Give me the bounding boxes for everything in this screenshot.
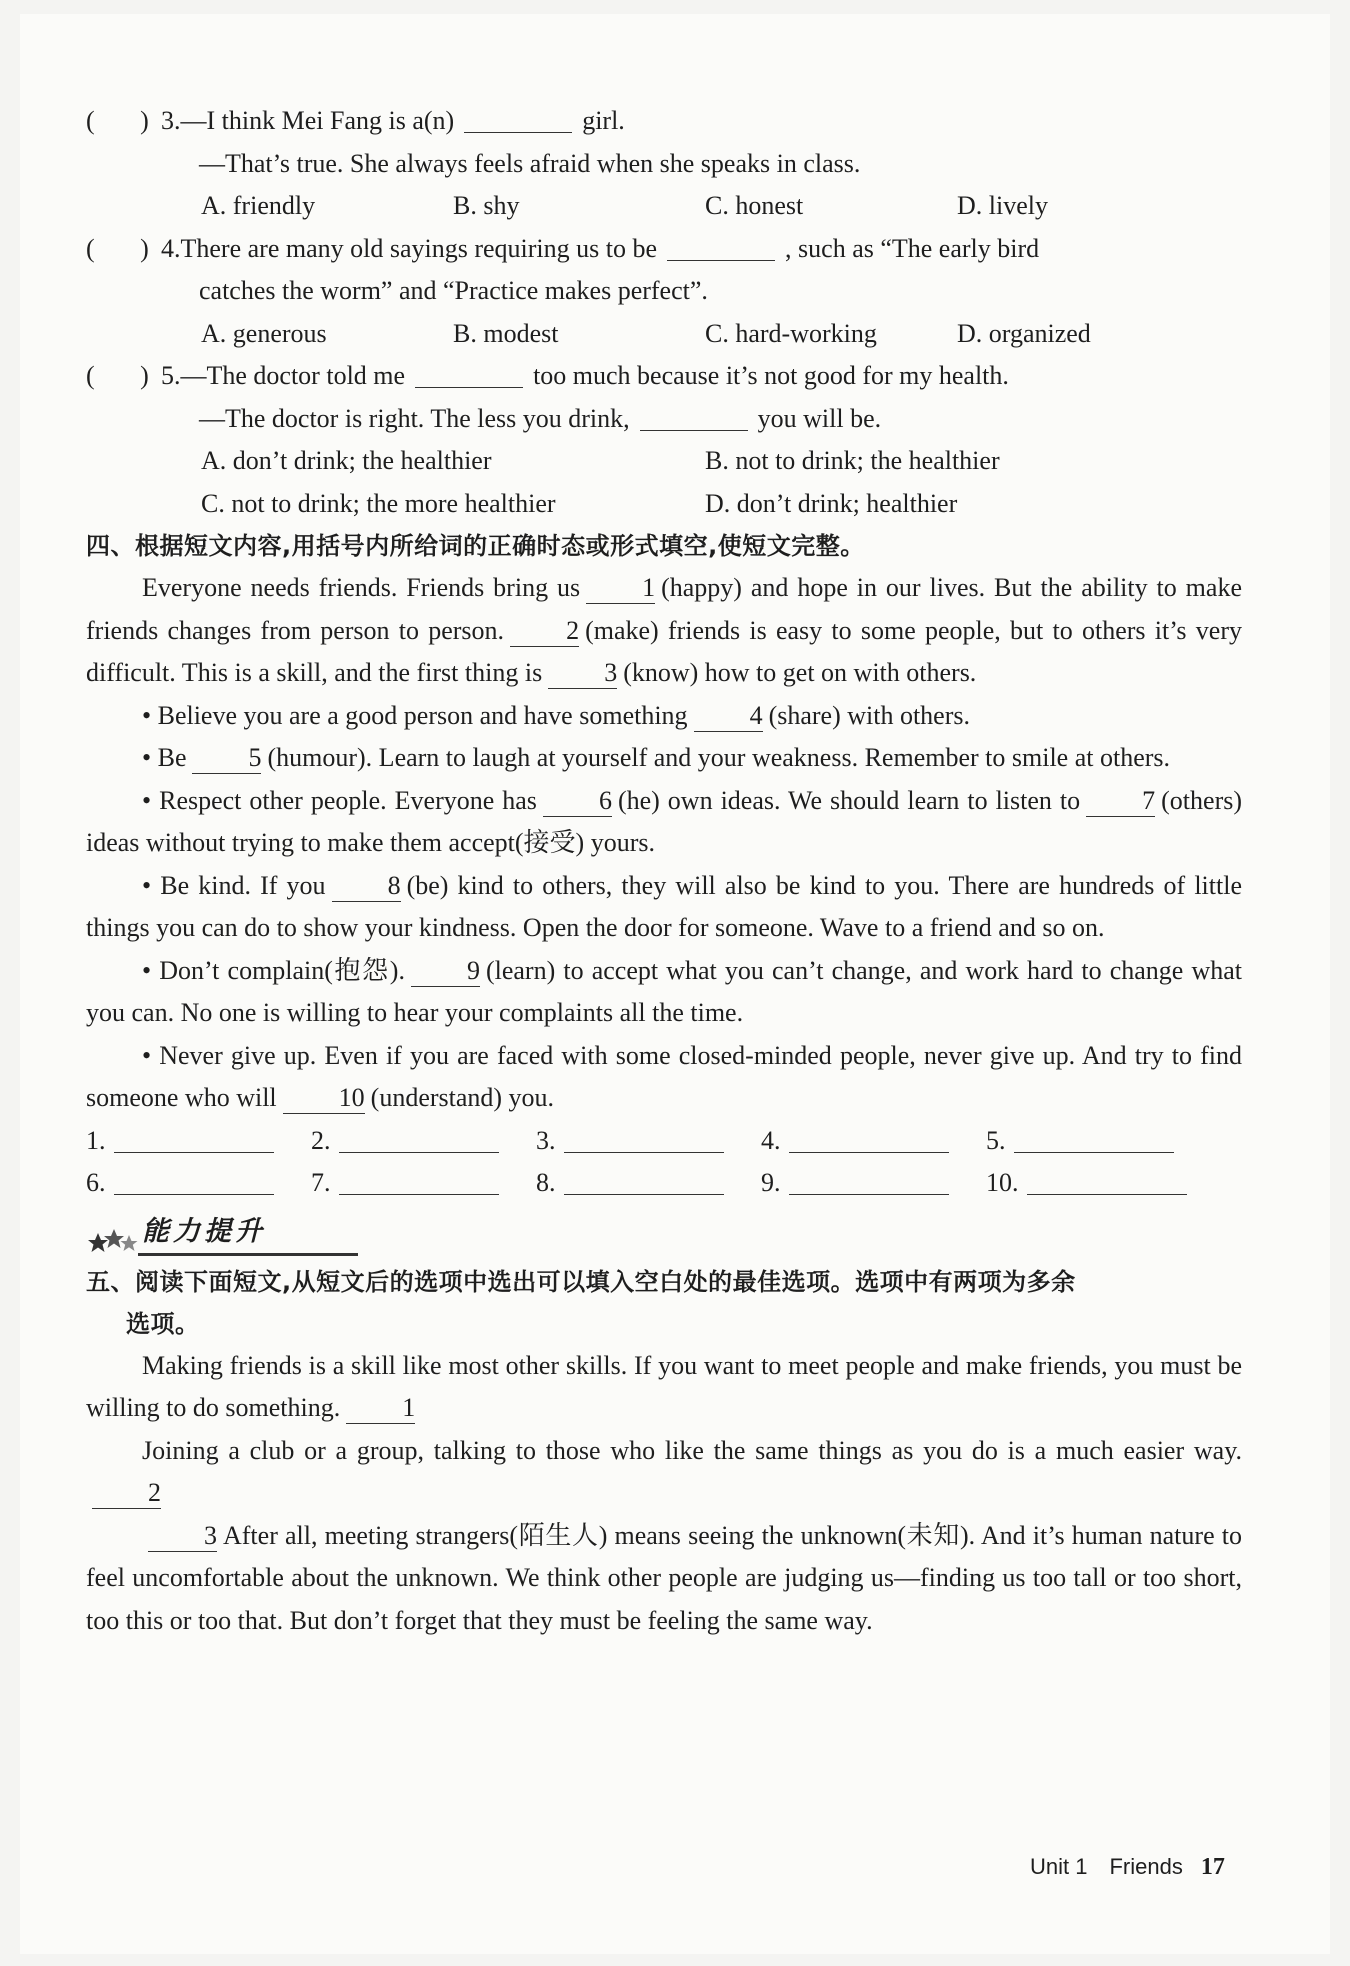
answer-label: 4. xyxy=(761,1125,781,1155)
option-b[interactable]: B. modest xyxy=(453,318,559,348)
passage-text: (be) kind to others, they will also be kind to you. There are hundreds of little things you can do to show your kindness. Open the door for someone. Wave to a friend and so on. xyxy=(86,870,1242,942)
passage-text: (know) how to get on with others. xyxy=(623,658,977,687)
option-d[interactable]: D. lively xyxy=(957,191,1048,220)
passage-text: • Be xyxy=(142,743,187,772)
option-a[interactable]: A. generous xyxy=(201,318,327,348)
blank-3[interactable]: 3 xyxy=(548,658,617,689)
ability-title: 能力提升 xyxy=(142,1215,266,1247)
passage-paragraph xyxy=(86,1430,1242,1515)
unit-name: Friends xyxy=(1109,1854,1183,1879)
answer-line[interactable] xyxy=(339,1128,499,1153)
answer-line[interactable] xyxy=(114,1170,274,1195)
answer-label: 5. xyxy=(986,1125,1006,1155)
passage-paragraph xyxy=(86,1345,1242,1430)
options xyxy=(86,313,1242,356)
passage-text: Joining a club or a group, talking to those who like the same things as you do is a much easier way. xyxy=(142,1435,1242,1465)
blank[interactable] xyxy=(464,106,572,133)
answer-row xyxy=(86,1120,1242,1163)
answer-line[interactable] xyxy=(1014,1128,1174,1153)
passage-text: (make) friends is easy to some people, but to others it’s very difficult. This is a skill, and the first thing is xyxy=(86,615,1242,687)
option-d[interactable]: D. don’t drink; healthier xyxy=(705,488,958,518)
question-5 xyxy=(86,355,1242,398)
question-reply xyxy=(86,398,1242,441)
blank-1[interactable]: 1 xyxy=(586,573,655,604)
answer-label: 9. xyxy=(761,1168,781,1197)
blank-6[interactable]: 6 xyxy=(543,786,612,817)
options xyxy=(86,440,1242,483)
passage-text: • Believe you are a good person and have something xyxy=(142,700,688,730)
passage-text: (learn) to accept what you can’t change, and work hard to change what you can. No one is willing to hear your complaints all the time. xyxy=(86,955,1242,1027)
passage-text: After all, meeting strangers(陌生人) means seeing the unknown(未知). And it’s human nature to feel uncomfortable about the unknown. We think other people are judging us—finding us too tall or too short, too this or too that. But don’t forget that they must be feeling the same way. xyxy=(86,1520,1242,1635)
question-number: 4. xyxy=(161,233,181,263)
blank-10[interactable]: 10 xyxy=(283,1083,365,1114)
unit-label: Unit 1 xyxy=(1030,1854,1088,1879)
reply-text: —The doctor is right. The less you drink, xyxy=(199,403,630,433)
question-continuation: catches the worm” and “Practice makes perfect”. xyxy=(199,276,708,305)
answer-label: 2. xyxy=(311,1125,331,1155)
passage-text: • Respect other people. Everyone has xyxy=(142,785,537,815)
blank-1[interactable]: 1 xyxy=(346,1393,415,1424)
answer-label: 10. xyxy=(986,1168,1019,1197)
option-c[interactable]: C. hard-working xyxy=(705,318,877,348)
answer-label: 3. xyxy=(536,1125,556,1155)
answer-label: 1. xyxy=(86,1125,106,1155)
answer-line[interactable] xyxy=(789,1128,949,1153)
options xyxy=(86,483,1242,526)
passage-paragraph xyxy=(86,865,1242,950)
section-5-title-continued: 选项。 xyxy=(126,1309,200,1338)
passage-text: (understand) you. xyxy=(370,1083,555,1112)
page-number: 17 xyxy=(1200,1854,1225,1880)
answer-label: 7. xyxy=(311,1168,331,1197)
answer-line[interactable] xyxy=(339,1170,499,1195)
answer-line[interactable] xyxy=(114,1128,274,1153)
ability-header xyxy=(86,1209,1242,1261)
blank-9[interactable]: 9 xyxy=(411,956,480,987)
ability-underline xyxy=(138,1253,358,1256)
blank[interactable] xyxy=(667,234,775,261)
section-5-title: 五、阅读下面短文,从短文后的选项中选出可以填入空白处的最佳选项。选项中有两项为多余 xyxy=(86,1267,1076,1296)
answer-paren[interactable]: ( ) xyxy=(86,106,149,135)
option-b[interactable]: B. shy xyxy=(453,191,520,220)
blank-8[interactable]: 8 xyxy=(332,871,401,902)
option-b[interactable]: B. not to drink; the healthier xyxy=(705,446,1000,475)
passage-text: Everyone needs friends. Friends bring us xyxy=(142,573,581,602)
blank-7[interactable]: 7 xyxy=(1086,786,1155,817)
blank[interactable] xyxy=(415,361,523,388)
blank-2[interactable]: 2 xyxy=(92,1478,161,1509)
answer-paren[interactable]: ( ) xyxy=(86,233,149,263)
stars-icon xyxy=(86,1223,142,1257)
option-c[interactable]: C. not to drink; the more healthier xyxy=(201,488,556,518)
passage-paragraph xyxy=(86,950,1242,1035)
blank-5[interactable]: 5 xyxy=(192,743,261,774)
passage-text: (others) ideas without trying to make them accept(接受) yours. xyxy=(86,785,1242,857)
option-d[interactable]: D. organized xyxy=(957,318,1091,348)
question-number: 3. xyxy=(161,106,181,135)
worksheet-page xyxy=(20,14,1330,1954)
question-text: There are many old sayings requiring us to be xyxy=(180,233,658,263)
question-text: , such as “The early bird xyxy=(785,233,1040,263)
passage-text: • Don’t complain(抱怨). xyxy=(142,955,405,985)
option-a[interactable]: A. don’t drink; the healthier xyxy=(201,446,492,475)
answer-line[interactable] xyxy=(564,1170,724,1195)
blank-4[interactable]: 4 xyxy=(694,701,763,732)
passage-paragraph xyxy=(86,1515,1242,1643)
passage-text: • Never give up. Even if you are faced with some closed-minded people, never give up. And try to find someone who will xyxy=(86,1040,1242,1112)
passage-paragraph xyxy=(86,567,1242,695)
option-c[interactable]: C. honest xyxy=(705,191,804,220)
answer-paren[interactable]: ( ) xyxy=(86,361,149,390)
blank-2[interactable]: 2 xyxy=(510,616,579,647)
passage-paragraph xyxy=(86,695,1242,738)
answer-label: 6. xyxy=(86,1168,106,1197)
answer-line[interactable] xyxy=(1027,1170,1187,1195)
question-text: —The doctor told me xyxy=(180,361,406,390)
blank[interactable] xyxy=(640,404,748,431)
passage-paragraph xyxy=(86,780,1242,865)
reply-text: you will be. xyxy=(757,403,882,433)
section-4-title: 四、根据短文内容,用括号内所给词的正确时态或形式填空,使短文完整。 xyxy=(86,532,865,560)
option-a[interactable]: A. friendly xyxy=(201,191,316,220)
question-text: —I think Mei Fang is a(n) xyxy=(180,106,455,135)
question-reply: —That’s true. She always feels afraid when she speaks in class. xyxy=(199,148,861,178)
passage-text: (he) own ideas. We should learn to listen to xyxy=(617,785,1081,815)
answer-line[interactable] xyxy=(564,1128,724,1153)
passage-text: Making friends is a skill like most other skills. If you want to meet people and make friends, you must be willing to do something. xyxy=(86,1350,1242,1422)
options xyxy=(86,185,1242,228)
question-text: too much because it’s not good for my health. xyxy=(533,361,1009,390)
page-footer xyxy=(1030,1854,1225,1881)
question-3 xyxy=(86,100,1242,143)
passage-text: • Be kind. If you xyxy=(142,870,326,900)
passage-paragraph xyxy=(86,737,1242,780)
passage-text: (happy) and hope in our lives. But the ability to make friends changes from person to person. xyxy=(86,573,1242,645)
answer-row xyxy=(86,1162,1242,1205)
question-text: girl. xyxy=(582,106,625,135)
question-number: 5. xyxy=(161,361,181,390)
answer-label: 8. xyxy=(536,1168,556,1197)
blank-3[interactable]: 3 xyxy=(148,1521,217,1552)
answer-line[interactable] xyxy=(789,1170,949,1195)
passage-text: (humour). Learn to laugh at yourself and your weakness. Remember to smile at others. xyxy=(267,743,1171,772)
page-content xyxy=(86,100,1242,1642)
passage-paragraph xyxy=(86,1035,1242,1120)
passage-text: (share) with others. xyxy=(768,700,970,730)
question-4 xyxy=(86,228,1242,271)
